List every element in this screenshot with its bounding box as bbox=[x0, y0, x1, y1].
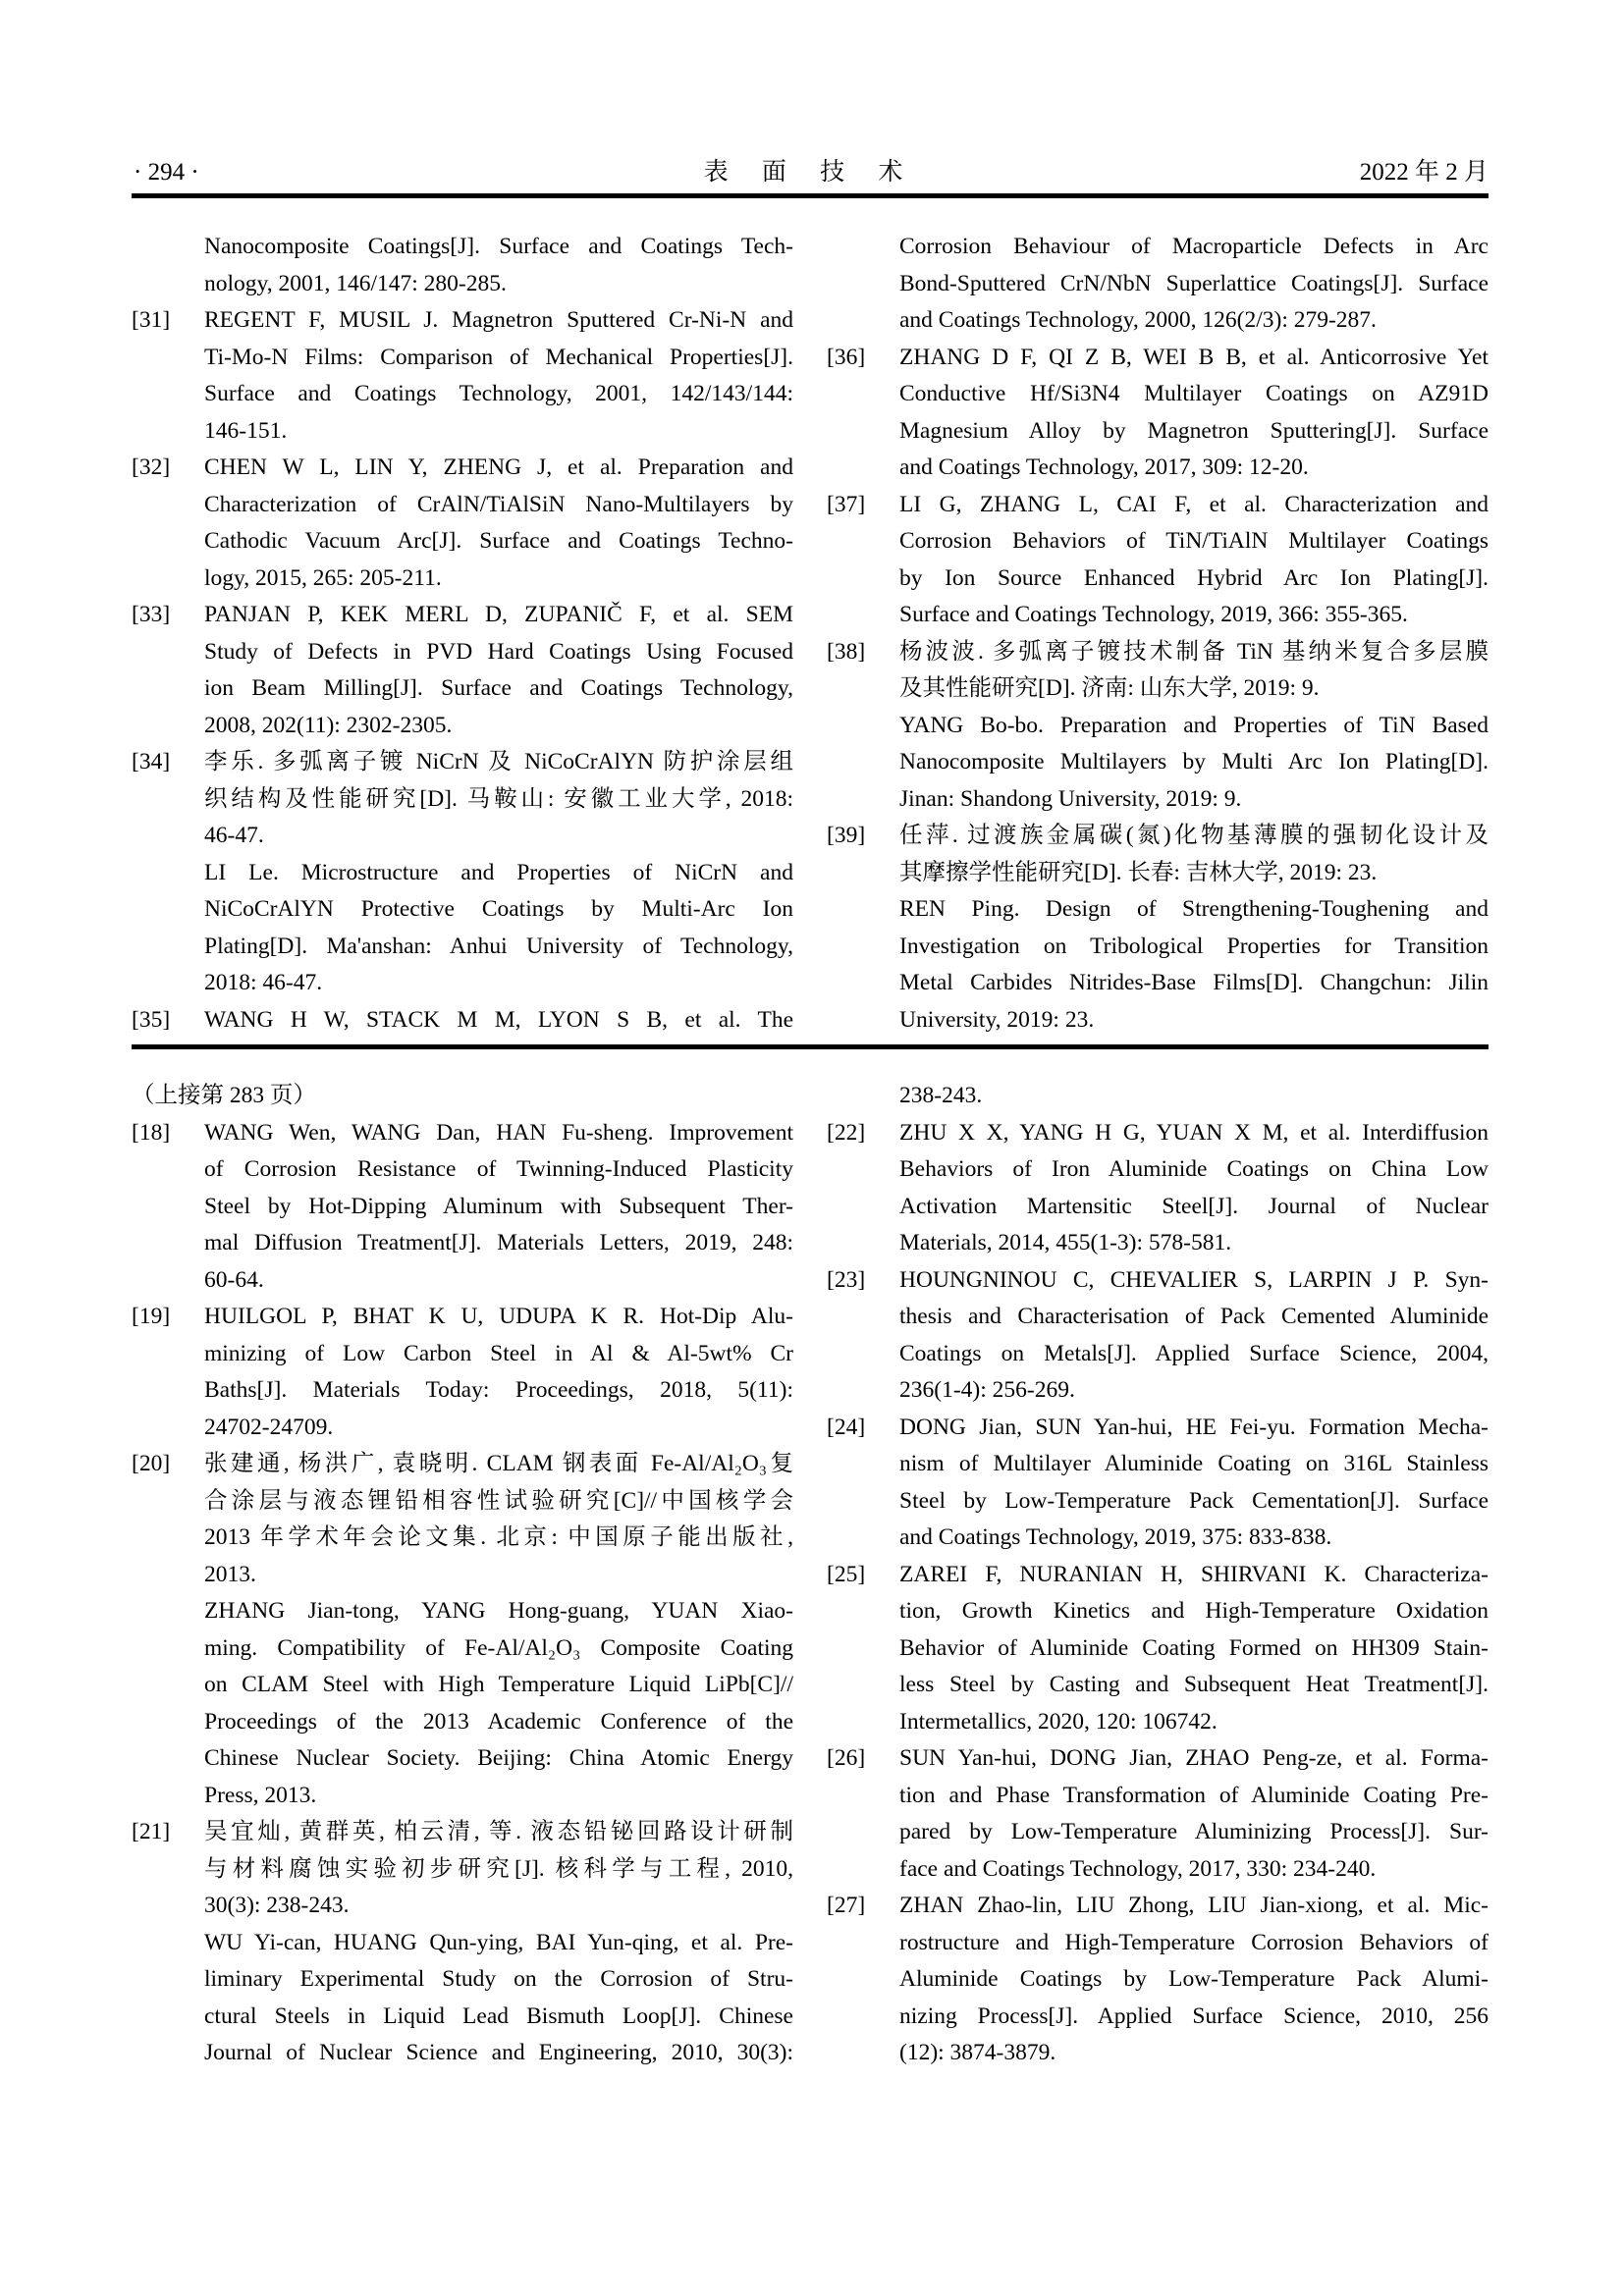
reference-item bbox=[827, 1115, 1489, 1262]
reference-text bbox=[899, 1115, 1489, 1262]
reference-line: Behavior of Aluminide Coating Formed on HH309 Stain- bbox=[899, 1634, 1489, 1661]
reference-line: HOUNGNINOU C, CHEVALIER S, LARPIN J P. Syn- bbox=[899, 1266, 1489, 1293]
bottom-references-section bbox=[132, 1078, 1489, 2072]
reference-item bbox=[132, 450, 793, 597]
reference-line: Surface and Coatings Technology, 2019, 366: 355-365. bbox=[899, 602, 1408, 627]
reference-number: [23] bbox=[827, 1266, 866, 1293]
reference-line: 与材料腐蚀实验初步研究[J]. 核科学与工程, 2010, bbox=[204, 1855, 793, 1882]
reference-line: 及其性能研究[D]. 济南: 山东大学, 2019: 9. bbox=[899, 675, 1320, 701]
reference-item bbox=[827, 487, 1489, 634]
reference-line: Plating[D]. Ma'anshan: Anhui University of Technology, bbox=[204, 933, 793, 959]
reference-line: LI Le. Microstructure and Properties of NiCrN and bbox=[204, 859, 793, 885]
reference-line: Intermetallics, 2020, 120: 106742. bbox=[899, 1708, 1218, 1735]
top-left-column bbox=[132, 229, 793, 1039]
journal-page bbox=[132, 0, 1489, 2296]
reference-item bbox=[132, 1814, 793, 2072]
reference-text bbox=[899, 1557, 1489, 1741]
reference-item bbox=[132, 1446, 793, 1814]
reference-line: DONG Jian, SUN Yan-hui, HE Fei-yu. Formation Mecha- bbox=[899, 1414, 1489, 1440]
reference-text bbox=[204, 1446, 793, 1814]
reference-line: Corrosion Behaviour of Macroparticle Defects in Arc bbox=[899, 234, 1489, 259]
reference-line: mal Diffusion Treatment[J]. Materials Letters, 2019, 248: bbox=[204, 1230, 793, 1255]
reference-number: [18] bbox=[132, 1119, 171, 1146]
reference-line: ZHU X X, YANG H G, YUAN X M, et al. Interdiffusion bbox=[899, 1119, 1489, 1146]
reference-item bbox=[132, 1299, 793, 1446]
reference-line: and Coatings Technology, 2017, 309: 12-20. bbox=[899, 454, 1309, 480]
reference-line: 60-64. bbox=[204, 1266, 264, 1293]
reference-item bbox=[827, 1888, 1489, 2072]
reference-text bbox=[899, 634, 1489, 819]
reference-number: [38] bbox=[827, 638, 866, 665]
reference-line: ion Beam Milling[J]. Surface and Coatings Technology, bbox=[204, 675, 793, 701]
reference-item bbox=[827, 1557, 1489, 1741]
reference-line: rostructure and High-Temperature Corrosion Behaviors of bbox=[899, 1929, 1489, 1955]
reference-line: University, 2019: 23. bbox=[899, 1006, 1095, 1033]
reference-number: [33] bbox=[132, 602, 171, 627]
reference-text bbox=[204, 744, 793, 1002]
reference-line: logy, 2015, 265: 205-211. bbox=[204, 564, 442, 591]
reference-line: liminary Experimental Study on the Corrosion of Stru- bbox=[204, 1966, 793, 1992]
reference-number: [39] bbox=[827, 823, 866, 848]
reference-line: 30(3): 238-243. bbox=[204, 1893, 350, 1918]
reference-line: WANG H W, STACK M M, LYON S B, et al. The bbox=[204, 1006, 793, 1033]
reference-number: [35] bbox=[132, 1006, 171, 1033]
reference-line: 任萍. 过渡族金属碳(氮)化物基薄膜的强韧化设计及 bbox=[899, 823, 1489, 848]
reference-number: [32] bbox=[132, 454, 171, 480]
reference-line: 46-47. bbox=[204, 823, 264, 848]
reference-item bbox=[827, 1078, 1489, 1115]
reference-line: SUN Yan-hui, DONG Jian, ZHAO Peng-ze, et al. Forma- bbox=[899, 1745, 1489, 1771]
reference-line: Press, 2013. bbox=[204, 1782, 317, 1808]
issue-date: 2022 年 2 月 bbox=[1359, 159, 1489, 186]
reference-line: 合涂层与液态锂铅相容性试验研究[C]//中国核学会 bbox=[204, 1487, 793, 1514]
reference-line: 2013 年学术年会论文集. 北京: 中国原子能出版社, bbox=[204, 1524, 793, 1550]
reference-text bbox=[204, 302, 793, 450]
reference-line: REGENT F, MUSIL J. Magnetron Sputtered Cr-Ni-N and bbox=[204, 307, 793, 333]
reference-line: tion and Phase Transformation of Aluminide Coating Pre- bbox=[899, 1782, 1489, 1808]
reference-line: Characterization of CrAlN/TiAlSiN Nano-Multilayers by bbox=[204, 491, 793, 517]
reference-text bbox=[899, 1410, 1489, 1557]
reference-line: REN Ping. Design of Strengthening-Toughening and bbox=[899, 896, 1489, 922]
reference-line: (12): 3874-3879. bbox=[899, 2040, 1056, 2065]
header-divider-rule bbox=[132, 193, 1489, 198]
reference-line: Nanocomposite Coatings[J]. Surface and Coatings Tech- bbox=[204, 234, 793, 259]
page-header bbox=[132, 155, 1489, 190]
reference-text bbox=[204, 1002, 793, 1040]
journal-title: 表 面 技 术 bbox=[703, 159, 917, 186]
continuation-note: （上接第 283 页） bbox=[132, 1083, 316, 1108]
section-divider-rule bbox=[132, 1044, 1489, 1049]
reference-line: 杨波波. 多弧离子镀技术制备 TiN 基纳米复合多层膜 bbox=[899, 638, 1489, 665]
reference-line: Study of Defects in PVD Hard Coatings Using Focused bbox=[204, 638, 793, 665]
reference-number: [25] bbox=[827, 1561, 866, 1587]
top-references-section bbox=[132, 229, 1489, 1039]
reference-number: [31] bbox=[132, 307, 171, 333]
reference-line: thesis and Characterisation of Pack Cemented Aluminide bbox=[899, 1304, 1489, 1329]
reference-line: 李乐. 多弧离子镀 NiCrN 及 NiCoCrAlYN 防护涂层组 bbox=[204, 749, 793, 774]
reference-line: 张建通, 杨洪广, 袁晓明. CLAM 钢表面 Fe-Al/Al₂O₃复 bbox=[204, 1451, 793, 1476]
reference-line: Ti-Mo-N Films: Comparison of Mechanical Properties[J]. bbox=[204, 344, 793, 370]
reference-line: face and Coatings Technology, 2017, 330: 234-240. bbox=[899, 1855, 1377, 1882]
reference-line: LI G, ZHANG L, CAI F, et al. Characterization and bbox=[899, 491, 1489, 517]
page-number: · 294 · bbox=[134, 159, 199, 186]
reference-line: and Coatings Technology, 2000, 126(2/3): 279-287. bbox=[899, 307, 1377, 333]
reference-line: YANG Bo-bo. Preparation and Properties of TiN Based bbox=[899, 712, 1489, 738]
reference-line: NiCoCrAlYN Protective Coatings by Multi-Arc Ion bbox=[204, 896, 793, 922]
reference-item bbox=[132, 744, 793, 1002]
reference-text bbox=[899, 340, 1489, 487]
reference-line: 24702-24709. bbox=[204, 1414, 334, 1440]
reference-line: HUILGOL P, BHAT K U, UDUPA K R. Hot-Dip Alu- bbox=[204, 1304, 793, 1329]
reference-line: Aluminide Coatings by Low-Temperature Pack Alumi- bbox=[899, 1966, 1489, 1992]
reference-line: by Ion Source Enhanced Hybrid Arc Ion Plating[J]. bbox=[899, 564, 1489, 591]
reference-line: Surface and Coatings Technology, 2001, 142/143/144: bbox=[204, 381, 793, 406]
reference-line: tion, Growth Kinetics and High-Temperature Oxidation bbox=[899, 1598, 1489, 1624]
reference-line: nizing Process[J]. Applied Surface Science, 2010, 256 bbox=[899, 2002, 1489, 2029]
reference-line: WANG Wen, WANG Dan, HAN Fu-sheng. Improvement bbox=[204, 1119, 793, 1146]
reference-number: [27] bbox=[827, 1893, 866, 1918]
reference-line: ctural Steels in Liquid Lead Bismuth Loop[J]. Chinese bbox=[204, 2002, 793, 2029]
reference-item bbox=[132, 1002, 793, 1040]
reference-line: CHEN W L, LIN Y, ZHENG J, et al. Preparation and bbox=[204, 454, 793, 480]
reference-item bbox=[827, 1740, 1489, 1888]
reference-line: PANJAN P, KEK MERL D, ZUPANIČ F, et al. SEM bbox=[204, 602, 793, 627]
reference-number: [26] bbox=[827, 1745, 866, 1771]
reference-line: and Coatings Technology, 2019, 375: 833-838. bbox=[899, 1524, 1332, 1550]
reference-text bbox=[899, 1078, 1489, 1115]
reference-line: 吴宜灿, 黄群英, 柏云清, 等. 液态铅铋回路设计研制 bbox=[204, 1819, 793, 1844]
reference-text bbox=[899, 229, 1489, 340]
reference-number: [19] bbox=[132, 1304, 171, 1329]
reference-line: Magnesium Alloy by Magnetron Sputtering[J]. Surface bbox=[899, 417, 1489, 444]
reference-text bbox=[899, 487, 1489, 634]
reference-line: 其摩擦学性能研究[D]. 长春: 吉林大学, 2019: 23. bbox=[899, 859, 1378, 885]
reference-line: Conductive Hf/Si3N4 Multilayer Coatings on AZ91D bbox=[899, 381, 1489, 406]
reference-text bbox=[899, 1262, 1489, 1410]
top-right-column bbox=[827, 229, 1489, 1039]
reference-line: nology, 2001, 146/147: 280-285. bbox=[204, 270, 507, 296]
reference-line: 2013. bbox=[204, 1561, 256, 1587]
reference-line: Corrosion Behaviors of TiN/TiAlN Multilayer Coatings bbox=[899, 528, 1489, 554]
reference-line: Nanocomposite Multilayers by Multi Arc Ion Plating[D]. bbox=[899, 749, 1489, 774]
reference-line: Journal of Nuclear Science and Engineering, 2010, 30(3): bbox=[204, 2040, 793, 2065]
reference-text bbox=[204, 597, 793, 744]
reference-line: 146-151. bbox=[204, 417, 288, 444]
reference-number: [20] bbox=[132, 1451, 171, 1476]
reference-number: [22] bbox=[827, 1119, 866, 1146]
reference-line: Coatings on Metals[J]. Applied Surface Science, 2004, bbox=[899, 1340, 1489, 1366]
reference-line: Chinese Nuclear Society. Beijing: China Atomic Energy bbox=[204, 1745, 793, 1771]
reference-text bbox=[204, 229, 793, 302]
reference-line: Behaviors of Iron Aluminide Coatings on China Low bbox=[899, 1156, 1489, 1182]
reference-line: nism of Multilayer Aluminide Coating on 316L Stainless bbox=[899, 1451, 1489, 1476]
reference-line: 238-243. bbox=[899, 1083, 983, 1108]
reference-line: on CLAM Steel with High Temperature Liquid LiPb[C]// bbox=[204, 1672, 793, 1697]
reference-item bbox=[827, 634, 1489, 819]
reference-item bbox=[132, 597, 793, 744]
reference-text bbox=[204, 1115, 793, 1300]
reference-number: [36] bbox=[827, 344, 866, 370]
reference-line: minizing of Low Carbon Steel in Al & Al-5wt% Cr bbox=[204, 1340, 793, 1366]
reference-line: ZAREI F, NURANIAN H, SHIRVANI K. Characteriza- bbox=[899, 1561, 1489, 1587]
bottom-right-column bbox=[827, 1078, 1489, 2072]
bottom-left-column bbox=[132, 1078, 793, 2072]
reference-line: pared by Low-Temperature Aluminizing Process[J]. Sur- bbox=[899, 1819, 1489, 1844]
reference-line: ming. Compatibility of Fe-Al/Al₂O₃ Composite Coating bbox=[204, 1634, 793, 1661]
reference-text bbox=[899, 1740, 1489, 1888]
reference-line: Steel by Hot-Dipping Aluminum with Subsequent Ther- bbox=[204, 1193, 793, 1219]
reference-line: 2008, 202(11): 2302-2305. bbox=[204, 712, 453, 738]
reference-line: Steel by Low-Temperature Pack Cementation[J]. Surface bbox=[899, 1487, 1489, 1514]
reference-line: Proceedings of the 2013 Academic Conference of the bbox=[204, 1708, 793, 1735]
reference-line: Jinan: Shandong University, 2019: 9. bbox=[899, 785, 1242, 812]
reference-line: ZHANG Jian-tong, YANG Hong-guang, YUAN Xiao- bbox=[204, 1598, 793, 1624]
reference-line: ZHANG D F, QI Z B, WEI B B, et al. Anticorrosive Yet bbox=[899, 344, 1489, 370]
reference-number: [37] bbox=[827, 491, 866, 517]
reference-text bbox=[204, 450, 793, 597]
reference-line: WU Yi-can, HUANG Qun-ying, BAI Yun-qing, et al. Pre- bbox=[204, 1929, 793, 1955]
reference-item bbox=[827, 1262, 1489, 1410]
reference-number: [24] bbox=[827, 1414, 866, 1440]
reference-line: Metal Carbides Nitrides-Base Films[D]. Changchun: Jilin bbox=[899, 970, 1489, 995]
reference-item bbox=[827, 1410, 1489, 1557]
reference-line: less Steel by Casting and Subsequent Heat Treatment[J]. bbox=[899, 1672, 1489, 1697]
reference-number: [34] bbox=[132, 749, 171, 774]
reference-line: 2018: 46-47. bbox=[204, 970, 323, 995]
reference-item bbox=[827, 229, 1489, 340]
reference-line: of Corrosion Resistance of Twinning-Induced Plasticity bbox=[204, 1156, 793, 1182]
reference-item bbox=[132, 229, 793, 302]
reference-item bbox=[827, 340, 1489, 487]
reference-number: [21] bbox=[132, 1819, 171, 1844]
reference-text bbox=[899, 818, 1489, 1039]
reference-line: Bond-Sputtered CrN/NbN Superlattice Coatings[J]. Surface bbox=[899, 270, 1489, 296]
reference-line: Cathodic Vacuum Arc[J]. Surface and Coatings Techno- bbox=[204, 528, 793, 554]
reference-text bbox=[899, 1888, 1489, 2072]
reference-item bbox=[132, 302, 793, 450]
reference-line: Activation Martensitic Steel[J]. Journal of Nuclear bbox=[899, 1193, 1489, 1219]
reference-item bbox=[132, 1115, 793, 1300]
reference-text bbox=[204, 1299, 793, 1446]
reference-line: 236(1-4): 256-269. bbox=[899, 1377, 1075, 1403]
reference-text bbox=[204, 1814, 793, 2072]
reference-line: ZHAN Zhao-lin, LIU Zhong, LIU Jian-xiong, et al. Mic- bbox=[899, 1893, 1489, 1918]
reference-line: Materials, 2014, 455(1-3): 578-581. bbox=[899, 1230, 1232, 1255]
reference-line: 织结构及性能研究[D]. 马鞍山: 安徽工业大学, 2018: bbox=[204, 785, 793, 812]
reference-item bbox=[827, 818, 1489, 1039]
reference-line: Investigation on Tribological Properties for Transition bbox=[899, 933, 1489, 959]
reference-line: Baths[J]. Materials Today: Proceedings, 2018, 5(11): bbox=[204, 1377, 793, 1403]
